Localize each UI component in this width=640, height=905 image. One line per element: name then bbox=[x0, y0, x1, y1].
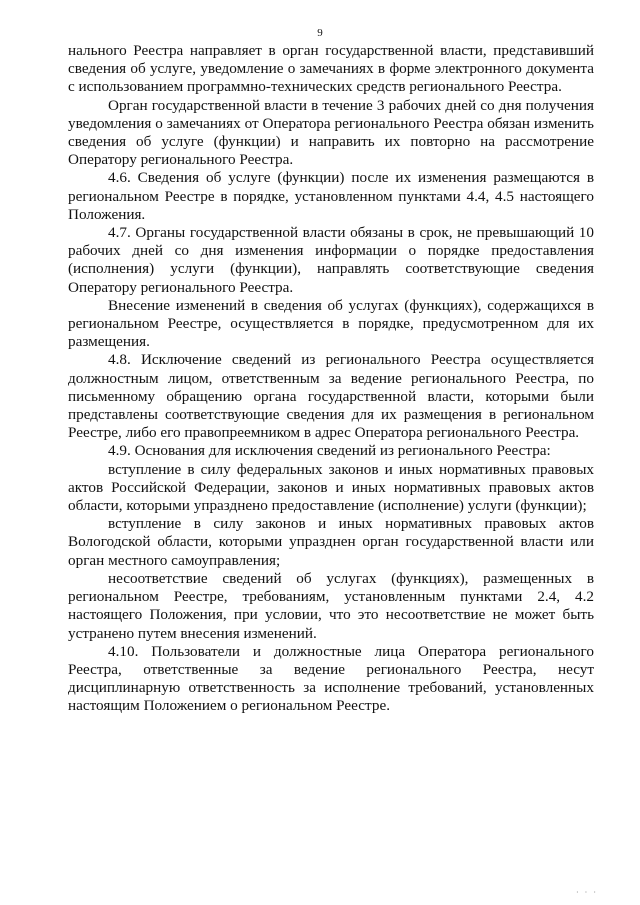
paragraph: 4.6. Сведения об услуге (функции) после их изменения размещаются в региональном Реестре в порядке, установленном пунктами 4.4, 4.5 настоящего Положения. bbox=[68, 169, 594, 223]
paragraph: 4.9. Основания для исключения сведений из регионального Реестра: bbox=[108, 442, 551, 460]
paragraph: несоответствие сведений об услугах (функциях), размещенных в региональном Реестре, требованиям, установленным пунктами 2.4, 4.2 настоящего Положения, при условии, что это несоответствие не может быть устранено путем внесения изменений. bbox=[68, 569, 594, 642]
scan-speck-mark: · · · bbox=[576, 888, 598, 897]
paragraph: 4.7. Органы государственной власти обязаны в срок, не превышающий 10 рабочих дней со дня изменения информации о порядке предоставления (исполнения) услуги (функции), направлять соответствующие сведения Оператору регионального Реестра. bbox=[68, 224, 594, 296]
paragraph: Орган государственной власти в течение 3 рабочих дней со дня получения уведомления о замечаниях от Оператора регионального Реестра обязан изменить сведения об услуге (функции) и направить их повторно на рассмотрение Оператору регионального Реестра. bbox=[68, 96, 594, 169]
paragraph: 4.8. Исключение сведений из регионального Реестра осуществляется должностным лицом, ответственным за ведение регионального Реестра, по письменному обращению органа государственной власти, которыми были представлены соответствующие сведения для их размещения в региональном Реестре, либо его правопреемником в адрес Оператора регионального Реестра. bbox=[68, 351, 594, 442]
paragraph: 4.10. Пользователи и должностные лица Оператора регионального Реестра, ответственные за ведение регионального Реестра, несут дисциплинарную ответственность за исполнение требований, установленных настоящим Положением о региональном Реестре. bbox=[68, 642, 594, 715]
document-body bbox=[68, 42, 594, 716]
paragraph: нального Реестра направляет в орган государственной власти, представивший сведения об услуге, уведомление о замечаниях в форме электронного документа с использованием программно-технических средств регионального Реестра. bbox=[68, 42, 594, 96]
paragraph: Внесение изменений в сведения об услугах (функциях), содержащихся в региональном Реестре, осуществляется в порядке, предусмотренном для их размещения. bbox=[68, 296, 594, 351]
paragraph: вступление в силу законов и иных нормативных правовых актов Вологодской области, которыми упразднен орган государственной власти или орган местного самоуправления; bbox=[68, 515, 594, 569]
paragraph: вступление в силу федеральных законов и иных нормативных правовых актов Российской Федерации, законов и иных нормативных правовых актов области, которыми упразднено предоставление (исполнение) услуги (функции); bbox=[68, 460, 594, 515]
page-number: 9 bbox=[317, 27, 323, 39]
